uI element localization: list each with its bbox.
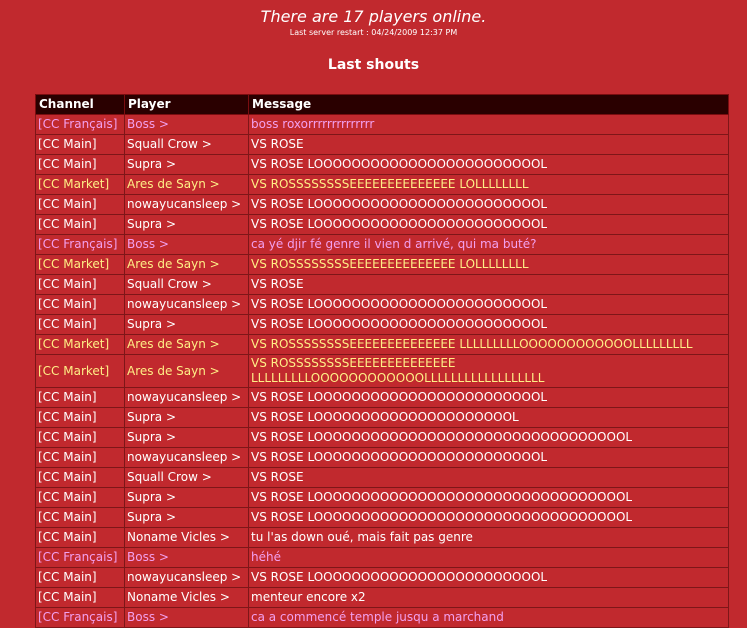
table-row [36,275,729,295]
table-header-row [36,95,729,115]
channel-cell: [CC Français] [36,548,125,568]
table-row [36,468,729,488]
player-cell: Squall Crow > [125,468,249,488]
message-cell: VS ROSSSSSSSSEEEEEEEEEEEEEE LOLLLLLLLL [249,255,729,275]
channel-cell: [CC Main] [36,488,125,508]
table-row [36,408,729,428]
message-cell: VS ROSE LOOOOOOOOOOOOOOOOOOOOOOOOL [249,295,729,315]
shouts-table [35,94,729,628]
table-row [36,448,729,468]
table-row [36,115,729,135]
table-row [36,588,729,608]
table-row [36,335,729,355]
channel-cell: [CC Français] [36,235,125,255]
player-cell: Supra > [125,408,249,428]
player-cell: Supra > [125,155,249,175]
channel-cell: [CC Main] [36,528,125,548]
player-cell: Squall Crow > [125,275,249,295]
message-cell: ca yé djir fé genre il vien d arrivé, qui ma buté? [249,235,729,255]
channel-cell: [CC Main] [36,135,125,155]
message-cell: VS ROSE [249,135,729,155]
player-cell: Noname Vicles > [125,528,249,548]
message-cell: VS ROSE LOOOOOOOOOOOOOOOOOOOOOL [249,408,729,428]
player-cell: Boss > [125,115,249,135]
player-cell: Ares de Sayn > [125,175,249,195]
message-cell: ca a commencé temple jusqu a marchand [249,608,729,628]
table-row [36,195,729,215]
table-row [36,295,729,315]
message-cell: VS ROSSSSSSSSEEEEEEEEEEEEEE LLLLLLLLLOOOOOOOOOOOOLLLLLLLLL [249,335,729,355]
message-cell: VS ROSE LOOOOOOOOOOOOOOOOOOOOOOOOOOOOOOOOOL [249,508,729,528]
section-title: Last shouts [327,57,420,73]
channel-cell: [CC Main] [36,408,125,428]
player-cell: Supra > [125,488,249,508]
column-header-player: Player [125,95,249,115]
player-cell: nowayucansleep > [125,295,249,315]
message-cell: VS ROSE [249,468,729,488]
channel-cell: [CC Main] [36,388,125,408]
player-cell: nowayucansleep > [125,388,249,408]
channel-cell: [CC Main] [36,468,125,488]
message-cell: VS ROSE LOOOOOOOOOOOOOOOOOOOOOOOOL [249,155,729,175]
player-cell: Supra > [125,428,249,448]
channel-cell: [CC Main] [36,295,125,315]
message-cell: VS ROSE LOOOOOOOOOOOOOOOOOOOOOOOOOOOOOOOOOL [249,488,729,508]
table-row [36,568,729,588]
player-cell: Ares de Sayn > [125,335,249,355]
table-row [36,215,729,235]
channel-cell: [CC Main] [36,448,125,468]
channel-cell: [CC Market] [36,355,125,388]
player-cell: Supra > [125,315,249,335]
player-cell: Boss > [125,548,249,568]
channel-cell: [CC Market] [36,335,125,355]
player-cell: Ares de Sayn > [125,255,249,275]
message-cell: VS ROSE LOOOOOOOOOOOOOOOOOOOOOOOOL [249,448,729,468]
player-cell: nowayucansleep > [125,448,249,468]
player-cell: Noname Vicles > [125,588,249,608]
table-row [36,155,729,175]
channel-cell: [CC Main] [36,215,125,235]
player-cell: nowayucansleep > [125,568,249,588]
table-row [36,315,729,335]
message-cell: héhé [249,548,729,568]
message-cell: VS ROSE LOOOOOOOOOOOOOOOOOOOOOOOOL [249,315,729,335]
channel-cell: [CC Main] [36,568,125,588]
server-restart-text: Last server restart : 04/24/2009 12:37 PM [289,28,458,37]
table-row [36,135,729,155]
table-row [36,488,729,508]
message-cell: VS ROSSSSSSSSEEEEEEEEEEEEEE LLLLLLLLLOOOOOOOOOOOOLLLLLLLLLLLLLLLLLL [249,355,729,388]
column-header-channel: Channel [36,95,125,115]
shouts-table-body [36,115,729,628]
table-row [36,528,729,548]
channel-cell: [CC Market] [36,255,125,275]
column-header-message: Message [249,95,729,115]
table-row [36,508,729,528]
table-row [36,355,729,388]
message-cell: VS ROSSSSSSSSEEEEEEEEEEEEEE LOLLLLLLLL [249,175,729,195]
channel-cell: [CC Market] [36,175,125,195]
players-online-text: There are 17 players online. [260,7,487,26]
message-cell: VS ROSE LOOOOOOOOOOOOOOOOOOOOOOOOL [249,195,729,215]
channel-cell: [CC Main] [36,275,125,295]
message-cell: VS ROSE LOOOOOOOOOOOOOOOOOOOOOOOOL [249,215,729,235]
table-row [36,175,729,195]
channel-cell: [CC Main] [36,195,125,215]
channel-cell: [CC Français] [36,608,125,628]
player-cell: Boss > [125,608,249,628]
table-row [36,388,729,408]
message-cell: VS ROSE LOOOOOOOOOOOOOOOOOOOOOOOOOOOOOOOOOL [249,428,729,448]
table-row [36,608,729,628]
message-cell: tu l'as down oué, mais fait pas genre [249,528,729,548]
table-row [36,428,729,448]
message-cell: VS ROSE [249,275,729,295]
channel-cell: [CC Main] [36,428,125,448]
message-cell: menteur encore x2 [249,588,729,608]
channel-cell: [CC Main] [36,588,125,608]
table-row [36,255,729,275]
channel-cell: [CC Main] [36,315,125,335]
player-cell: Ares de Sayn > [125,355,249,388]
table-row [36,548,729,568]
message-cell: boss roxorrrrrrrrrrrrrr [249,115,729,135]
channel-cell: [CC Français] [36,115,125,135]
channel-cell: [CC Main] [36,508,125,528]
player-cell: nowayucansleep > [125,195,249,215]
player-cell: Supra > [125,508,249,528]
message-cell: VS ROSE LOOOOOOOOOOOOOOOOOOOOOOOOL [249,568,729,588]
channel-cell: [CC Main] [36,155,125,175]
player-cell: Supra > [125,215,249,235]
player-cell: Squall Crow > [125,135,249,155]
message-cell: VS ROSE LOOOOOOOOOOOOOOOOOOOOOOOOL [249,388,729,408]
player-cell: Boss > [125,235,249,255]
table-row [36,235,729,255]
online-header [0,0,747,39]
